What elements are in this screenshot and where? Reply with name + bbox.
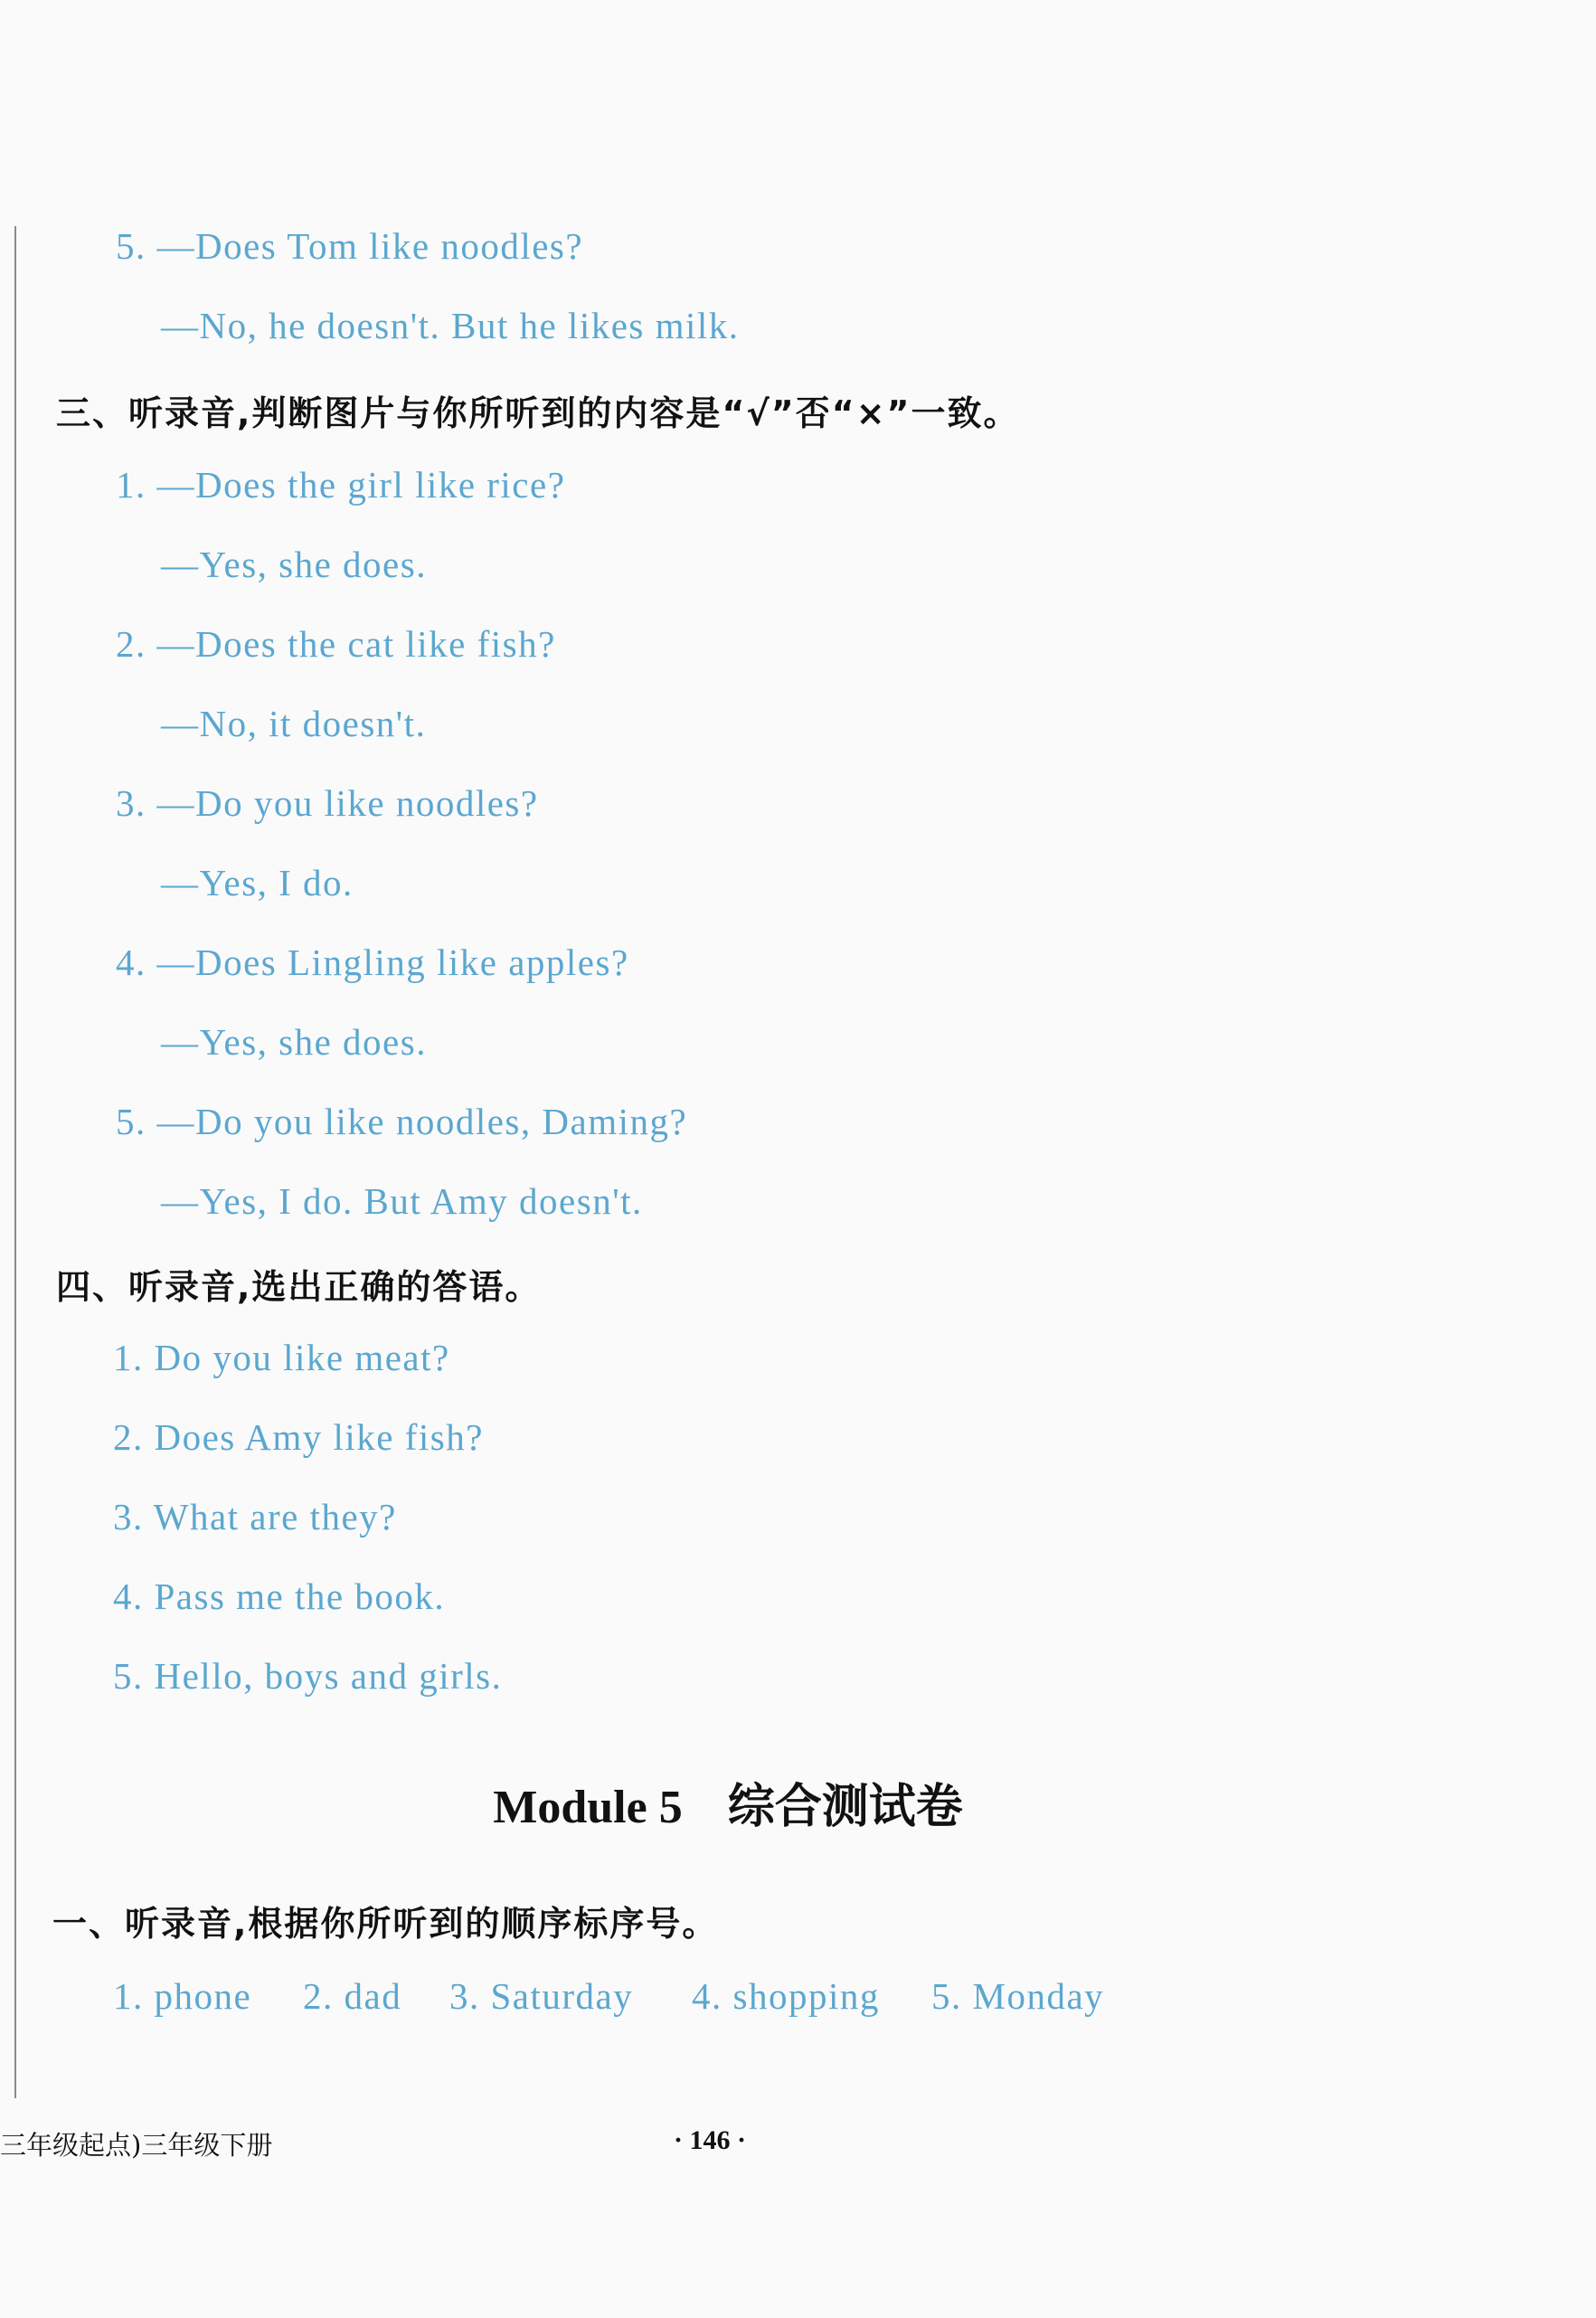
footer-book-label: 三年级起点)三年级下册 [0, 2130, 273, 2161]
word-item-5: 5. Monday [931, 1975, 1105, 2017]
section3-q2-answer: —No, it doesn't. [161, 703, 427, 744]
section3-q4-question: 4. —Does Lingling like apples? [116, 941, 629, 983]
section3-q4-answer: —Yes, she does. [161, 1021, 427, 1063]
section3-q5-answer: —Yes, I do. But Amy doesn't. [161, 1180, 643, 1222]
section2-q5-answer: —No, he doesn't. But he likes milk. [161, 305, 740, 346]
section3-q1-answer: —Yes, she does. [161, 544, 427, 585]
module-title-cn: 综合测试卷 [727, 1779, 963, 1834]
footer-page-number: · 146 · [674, 2125, 747, 2155]
word-item-4: 4. shopping [692, 1975, 880, 2017]
section2-q5-question: 5. —Does Tom like noodles? [116, 225, 584, 267]
section3-q3-question: 3. —Do you like noodles? [116, 782, 539, 824]
section4-item-1: 1. Do you like meat? [113, 1337, 450, 1378]
section3-q1-question: 1. —Does the girl like rice? [116, 464, 566, 506]
section3-heading: 三、听录音,判断图片与你所听到的内容是“√”否“×”一致。 [56, 393, 1020, 433]
section4-item-2: 2. Does Amy like fish? [113, 1416, 484, 1458]
word-item-1: 1. phone [113, 1975, 252, 2017]
word-item-2: 2. dad [303, 1975, 402, 2017]
section3-q5-question: 5. —Do you like noodles, Daming? [116, 1101, 688, 1142]
section4-item-5: 5. Hello, boys and girls. [113, 1655, 503, 1697]
section4-item-3: 3. What are they? [113, 1496, 397, 1537]
word-item-3: 3. Saturday [449, 1975, 634, 2017]
module-section1-heading: 一、听录音,根据你所听到的顺序标序号。 [52, 1904, 719, 1944]
section4-item-4: 4. Pass me the book. [113, 1575, 446, 1617]
section4-heading: 四、听录音,选出正确的答语。 [56, 1267, 542, 1307]
section3-q3-answer: —Yes, I do. [161, 862, 354, 904]
module-title [0, 1768, 1456, 1836]
section3-q2-question: 2. —Does the cat like fish? [116, 623, 556, 665]
module-title-en: Module 5 [493, 1782, 683, 1833]
